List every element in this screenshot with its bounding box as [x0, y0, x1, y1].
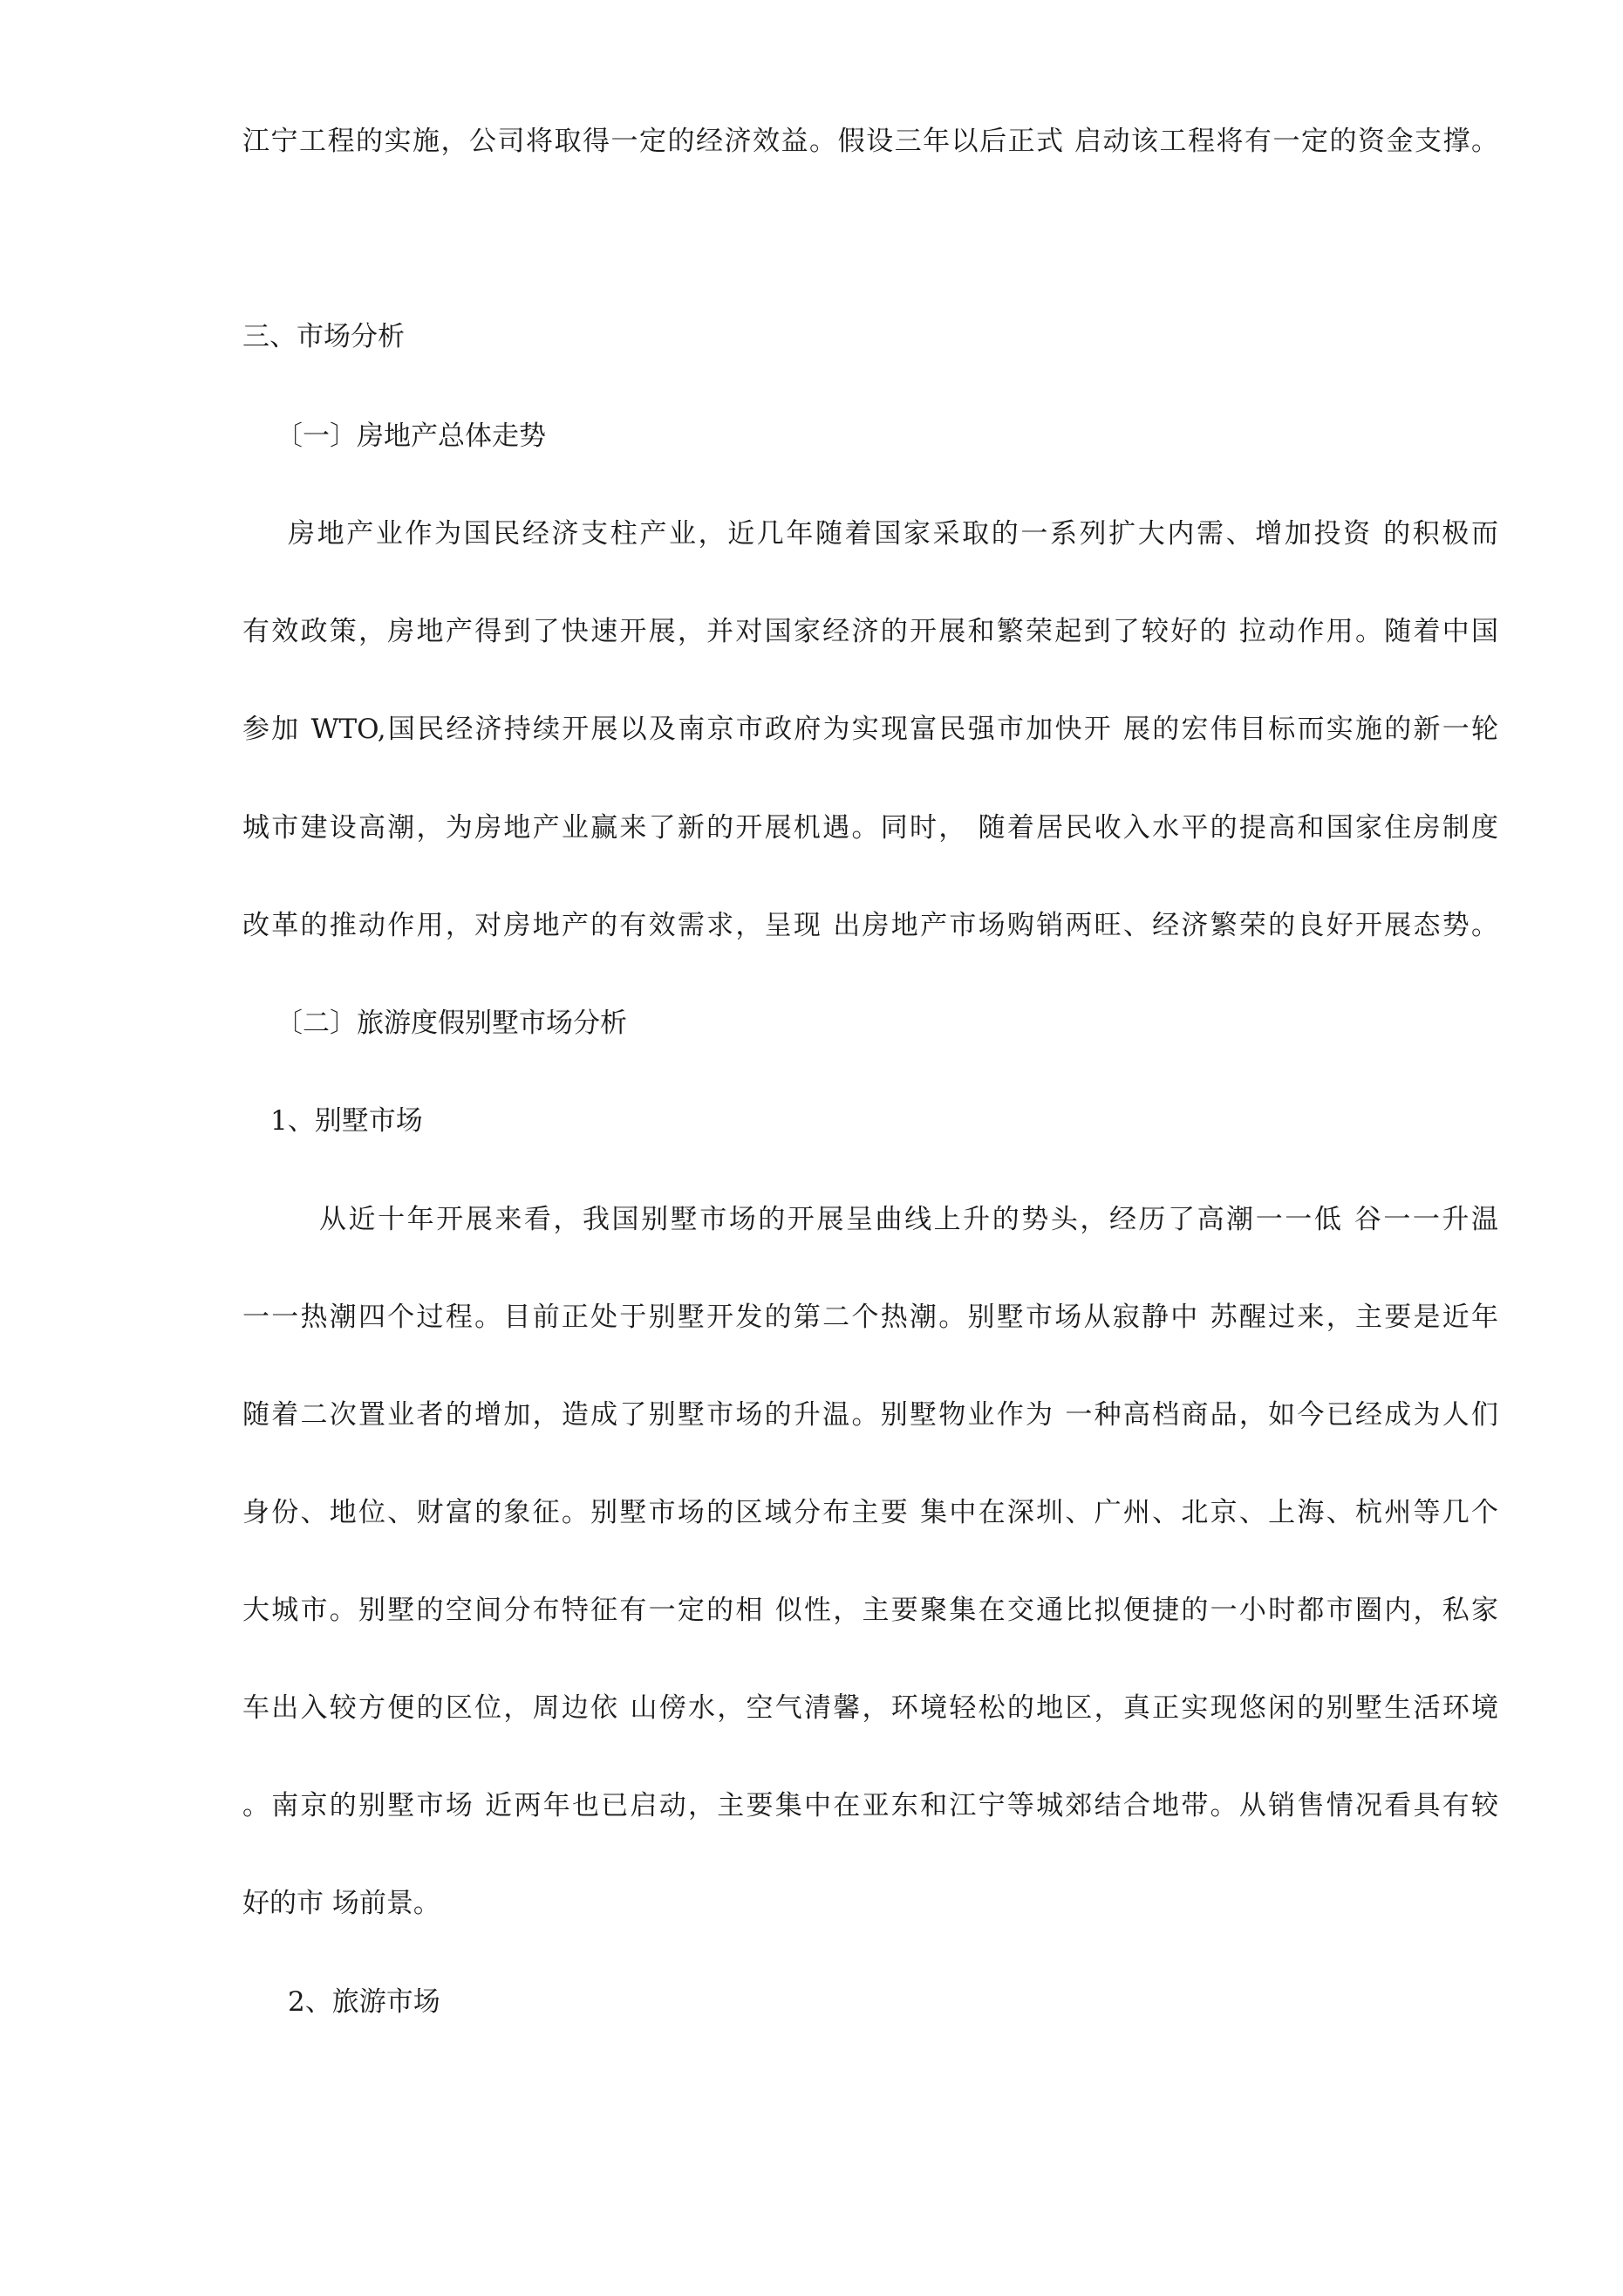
paragraph-line: 江宁工程的实施，公司将取得一定的经济效益。假设三年以后正式 启动该工程将有一定的资金支撑。	[242, 126, 1498, 157]
subsection-heading-villa-market: 〔二〕旅游度假别墅市场分析	[276, 1008, 627, 1039]
paragraph-line: 。南京的别墅市场 近两年也已启动，主要集中在亚东和江宁等城郊结合地带。从销售情况看具有较	[242, 1790, 1498, 1821]
section-heading-market-analysis: 三、市场分析	[242, 321, 405, 352]
subsection-heading-real-estate-trend: 〔一〕房地产总体走势	[276, 420, 546, 452]
paragraph-line: 一一热潮四个过程。目前正处于别墅开发的第二个热潮。别墅市场从寂静中 苏醒过来，主要是近年	[242, 1302, 1498, 1333]
paragraph-line: 好的市 场前景。	[242, 1888, 440, 1919]
paragraph-line: 大城市。别墅的空间分布特征有一定的相 似性，主要聚集在交通比拟便捷的一小时都市圈内，私家	[242, 1595, 1498, 1626]
paragraph-line: 房地产业作为国民经济支柱产业，近几年随着国家采取的一系列扩大内需、增加投资 的积极而	[288, 518, 1498, 550]
paragraph-line: 车出入较方便的区位，周边依 山傍水，空气清馨，环境轻松的地区，真正实现悠闲的别墅生活环境	[242, 1692, 1498, 1724]
paragraph-line: 从近十年开展来看，我国别墅市场的开展呈曲线上升的势头，经历了高潮一一低 谷一一升温	[319, 1204, 1498, 1235]
item-heading-tourism-market: 2、旅游市场	[288, 1986, 440, 2018]
paragraph-line: 有效政策，房地产得到了快速开展，并对国家经济的开展和繁荣起到了较好的 拉动作用。随着中国	[242, 616, 1498, 647]
paragraph-line: 随着二次置业者的增加，造成了别墅市场的升温。别墅物业作为 一种高档商品，如今已经成为人们	[242, 1399, 1498, 1431]
paragraph-line: 参加 WTO,国民经济持续开展以及南京市政府为实现富民强市加快开 展的宏伟目标而实施的新一轮	[242, 714, 1498, 745]
paragraph-line: 身份、地位、财富的象征。别墅市场的区域分布主要 集中在深圳、广州、北京、上海、杭州等几个	[242, 1497, 1498, 1528]
paragraph-line: 城市建设高潮，为房地产业赢来了新的开展机遇。同时， 随着居民收入水平的提高和国家住房制度	[242, 812, 1498, 844]
paragraph-line: 改革的推动作用，对房地产的有效需求，呈现 出房地产市场购销两旺、经济繁荣的良好开展态势。	[242, 910, 1498, 941]
item-heading-villa-market: 1、别墅市场	[270, 1105, 423, 1137]
